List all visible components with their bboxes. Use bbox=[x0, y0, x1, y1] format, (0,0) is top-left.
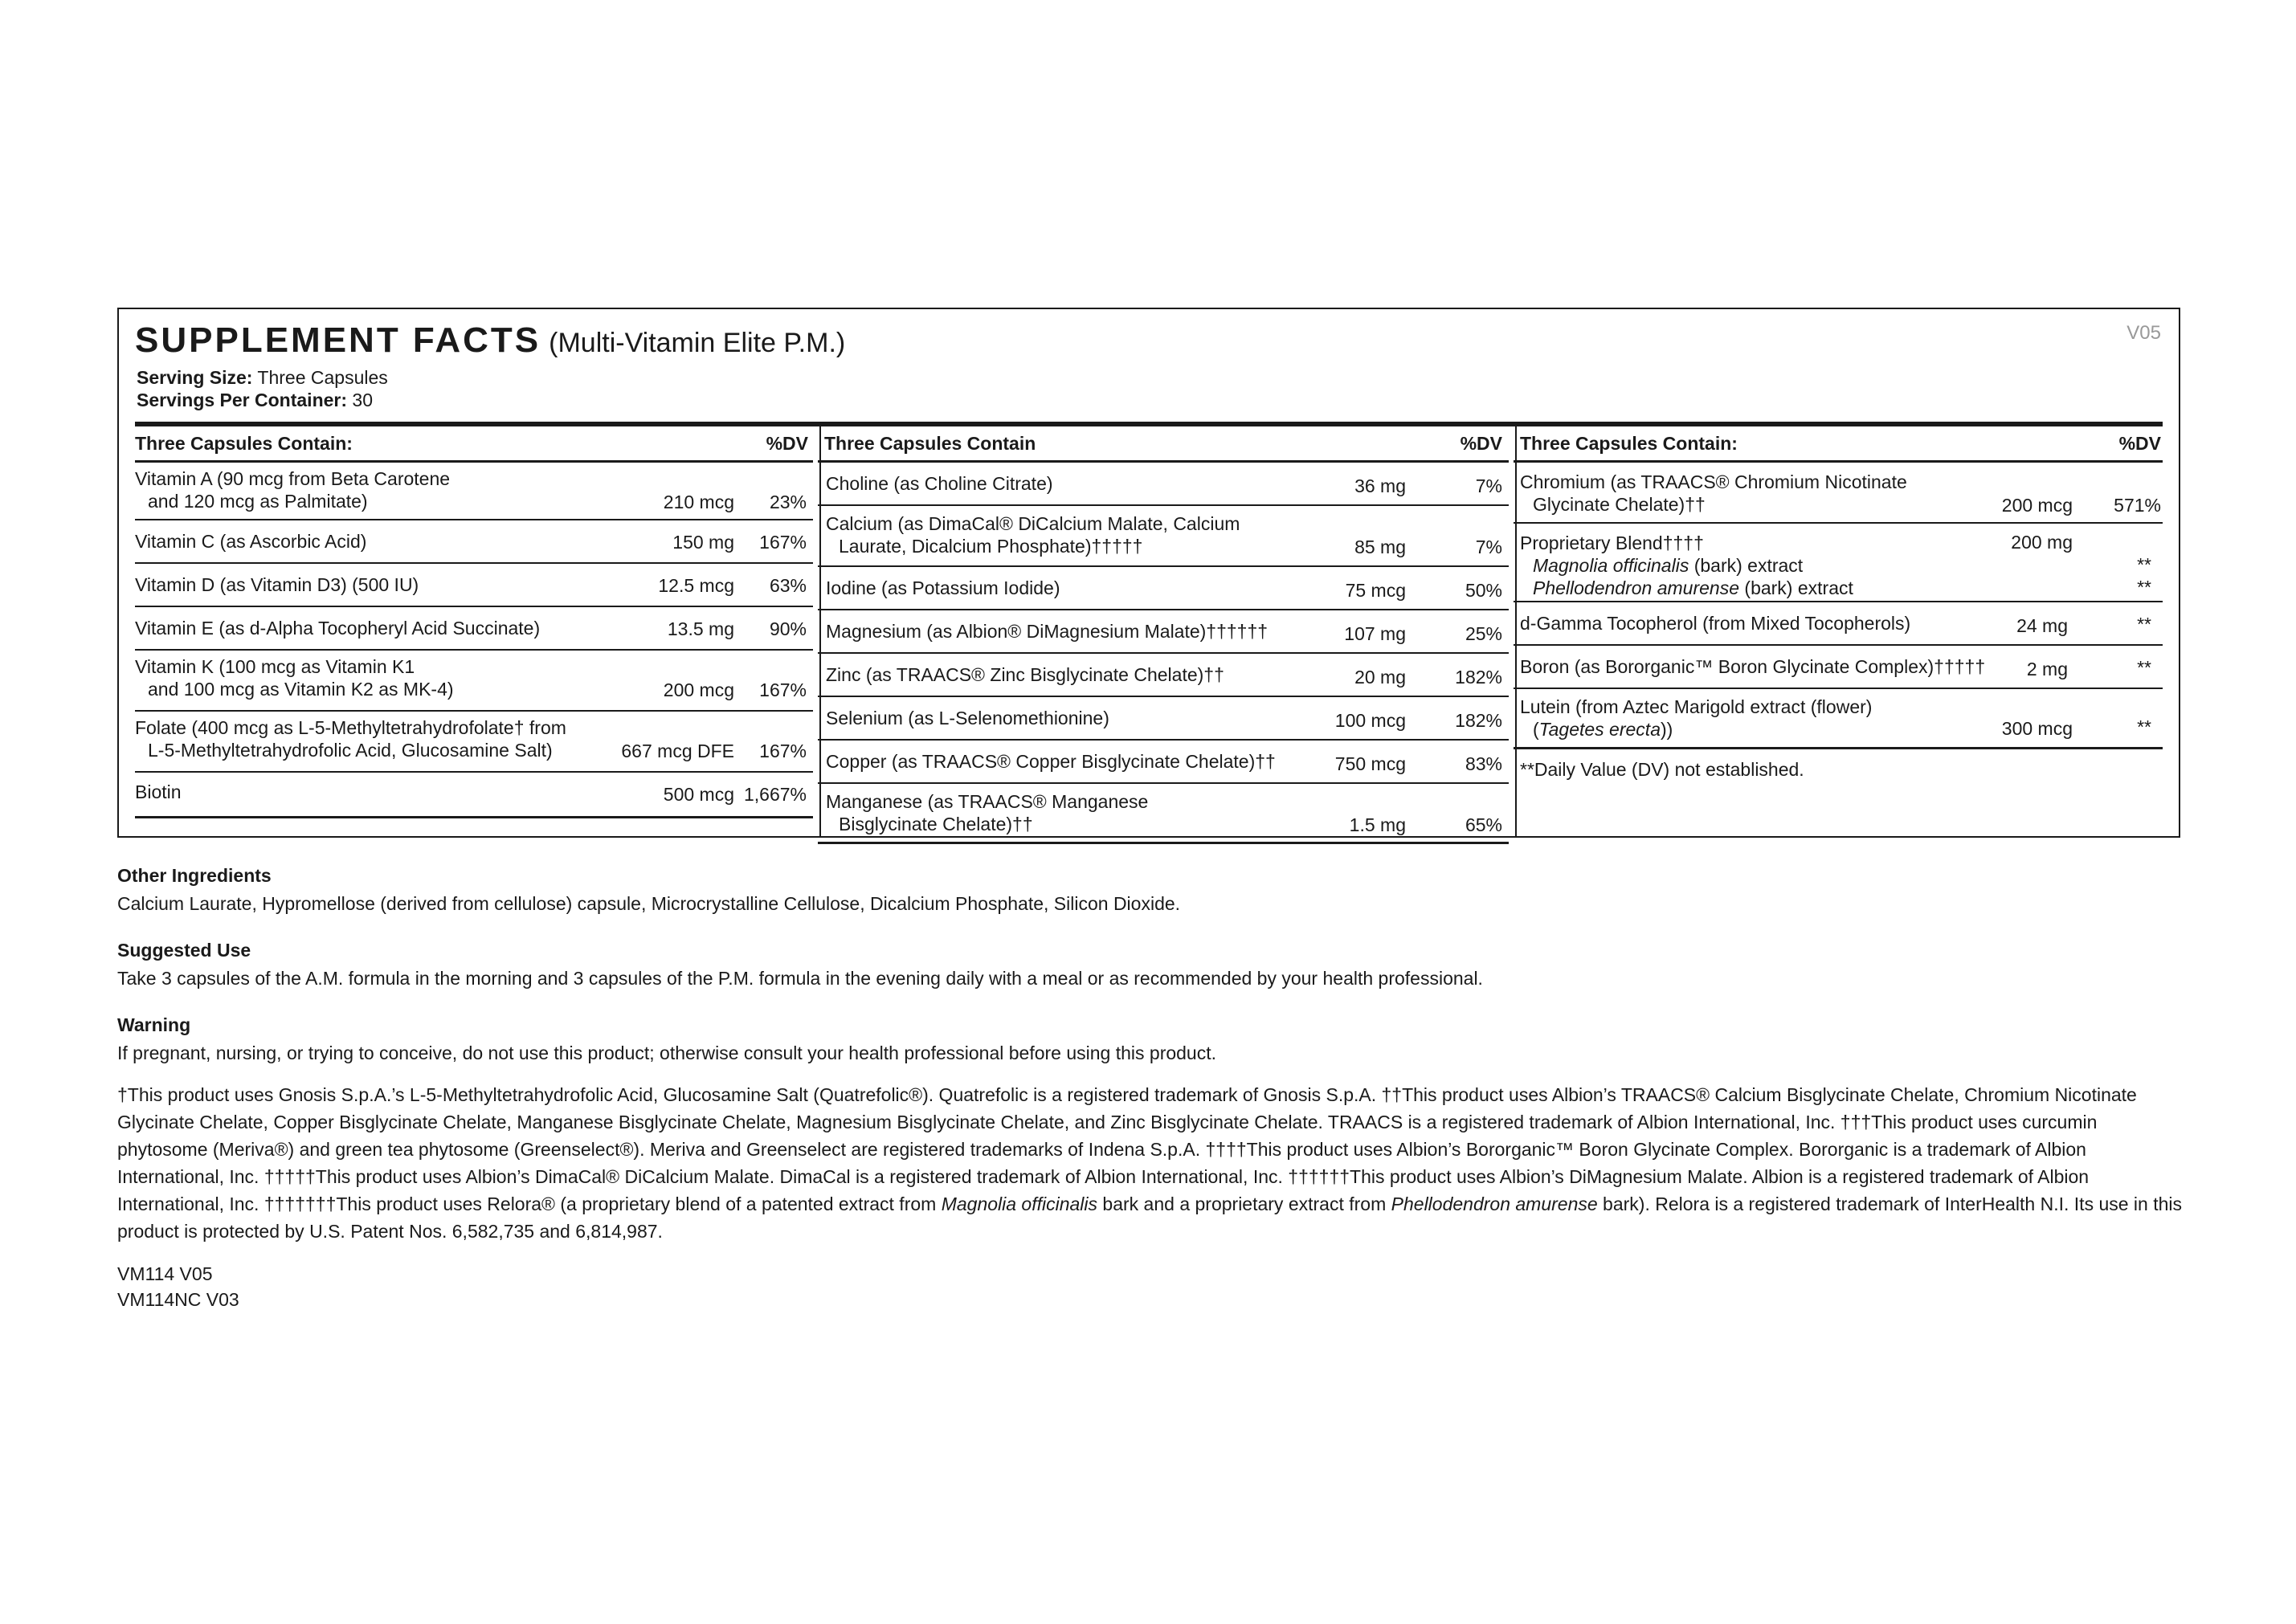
nutrient-row-proprietary-blend: Proprietary Blend†††† Magnolia officinalis (bark) extract Phellodendron amurense (bark) extract 200 mg ** ** bbox=[1514, 524, 2163, 602]
nutrient-row-selenium: Selenium (as L-Selenomethionine) 100 mcg 182% bbox=[818, 697, 1509, 741]
column-header: Three Capsules Contain: %DV bbox=[1514, 426, 2163, 463]
panel-title: SUPPLEMENT FACTS bbox=[135, 320, 541, 360]
nutrient-column-1 bbox=[135, 426, 813, 836]
nutrient-row-vitamin-c: Vitamin C (as Ascorbic Acid) 150 mg 167% bbox=[135, 520, 813, 564]
nutrient-row-manganese: Manganese (as TRAACS® Manganese Bisglycinate Chelate)†† 1.5 mg 65% bbox=[818, 784, 1509, 844]
nutrient-row-iodine: Iodine (as Potassium Iodide) 75 mcg 50% bbox=[818, 567, 1509, 610]
section-heading: Other Ingredients bbox=[117, 865, 272, 886]
section-text: Take 3 capsules of the A.M. formula in the morning and 3 capsules of the P.M. formula in the evening daily with a meal or as recommended by your health professional. bbox=[117, 968, 1483, 989]
section-text: If pregnant, nursing, or trying to conceive, do not use this product; otherwise consult your health professional before using this product. bbox=[117, 1043, 1217, 1063]
nutrient-row-folate: Folate (400 mcg as L-5-Methyltetrahydrofolate† from L-5-Methyltetrahydrofolic Acid, Glucosamine Salt) 667 mcg DFE 167% bbox=[135, 712, 813, 773]
dv-note: **Daily Value (DV) not established. bbox=[1520, 759, 1804, 780]
suggested-use bbox=[117, 940, 2180, 989]
nutrient-row-vitamin-e: Vitamin E (as d-Alpha Tocopheryl Acid Succinate) 13.5 mg 90% bbox=[135, 607, 813, 651]
supplement-facts-panel bbox=[117, 308, 2180, 838]
product-codes bbox=[117, 1261, 239, 1312]
nutrient-row-boron: Boron (as Bororganic™ Boron Glycinate Complex)††††† 2 mg ** bbox=[1514, 646, 2163, 689]
nutrient-row-calcium: Calcium (as DimaCal® DiCalcium Malate, Calcium Laurate, Dicalcium Phosphate)††††† 85 mg 7% bbox=[818, 506, 1509, 567]
product-code: VM114NC V03 bbox=[117, 1289, 239, 1310]
serving-size: Serving Size: Three Capsules bbox=[137, 367, 388, 388]
nutrient-row-vitamin-d: Vitamin D (as Vitamin D3) (500 IU) 12.5 mcg 63% bbox=[135, 564, 813, 607]
section-heading: Warning bbox=[117, 1014, 191, 1035]
nutrient-row-vitamin-k: Vitamin K (100 mcg as Vitamin K1 and 100 mcg as Vitamin K2 as MK-4) 200 mcg 167% bbox=[135, 651, 813, 712]
section-text: Calcium Laurate, Hypromellose (derived from cellulose) capsule, Microcrystalline Cellulose, Dicalcium Phosphate, Silicon Dioxide. bbox=[117, 893, 1181, 914]
product-code: VM114 V05 bbox=[117, 1263, 213, 1284]
trademark-footnote: †This product uses Gnosis S.p.A.’s L-5-Methyltetrahydrofolic Acid, Glucosamine Salt (Quatrefolic®). Quatrefolic is a registered trademark of Gnosis S.p.A. ††This product uses Albion’s TRAACS® Calcium Bisglycinate Chelate, Chromium Nicotinate Glycinate Chelate, Copper Bisglycinate Chelate, Manganese Bisglycinate Chelate, Magnesium Bisglycinate Chelate, and Zinc Bisglycinate Chelate. TRAACS is a registered trademark of Albion International, Inc. †††This product uses curcumin phytosome (Meriva®) and green tea phytosome (Greenselect®). Meriva and Greenselect are registered trademarks of Indena S.p.A. ††††This product uses Albion’s Bororganic™ Boron Glycinate Complex. Bororganic is a trademark of Albion International, Inc. †††††This product uses Albion’s DimaCal® DiCalcium Malate. DimaCal is a registered trademark of Albion International, Inc. ††††††This product uses Albion’s DiMagnesium Malate. Albion is a registered trademark of Albion International, Inc. †††††††This product uses Relora® (a proprietary blend of a patented extract from Magnolia officinalis bark and a proprietary extract from Phellodendron amurense bark). Relora is a registered trademark of InterHealth N.I. Its use in this product is protected by U.S. Patent Nos. 6,582,735 and 6,814,987. bbox=[117, 1084, 2183, 1242]
section-heading: Suggested Use bbox=[117, 940, 251, 961]
nutrient-row-vitamin-a: Vitamin A (90 mcg from Beta Carotene and 120 mcg as Palmitate) 210 mcg 23% bbox=[135, 463, 813, 520]
nutrient-row-magnesium: Magnesium (as Albion® DiMagnesium Malate)†††††† 107 mg 25% bbox=[818, 610, 1509, 654]
warning bbox=[117, 1014, 2180, 1064]
nutrient-column-2 bbox=[818, 426, 1509, 836]
nutrient-column-3 bbox=[1514, 426, 2163, 836]
version-label: V05 bbox=[2126, 322, 2161, 344]
other-ingredients bbox=[117, 865, 2180, 915]
nutrient-row-biotin: Biotin 500 mcg 1,667% bbox=[135, 773, 813, 818]
servings-per-container: Servings Per Container: 30 bbox=[137, 390, 374, 410]
nutrient-row-lutein: Lutein (from Aztec Marigold extract (flower) (Tagetes erecta)) 300 mcg ** bbox=[1514, 689, 2163, 749]
nutrient-row-chromium: Chromium (as TRAACS® Chromium Nicotinate Glycinate Chelate)†† 200 mcg 571% bbox=[1514, 463, 2163, 524]
nutrient-row-choline: Choline (as Choline Citrate) 36 mg 7% bbox=[818, 463, 1509, 506]
nutrient-row-zinc: Zinc (as TRAACS® Zinc Bisglycinate Chelate)†† 20 mg 182% bbox=[818, 654, 1509, 697]
nutrient-row-gamma-tocopherol: d-Gamma Tocopherol (from Mixed Tocopherols) 24 mg ** bbox=[1514, 602, 2163, 646]
column-header: Three Capsules Contain %DV bbox=[818, 426, 1509, 463]
panel-heading bbox=[135, 320, 845, 361]
nutrient-row-copper: Copper (as TRAACS® Copper Bisglycinate Chelate)†† 750 mcg 83% bbox=[818, 741, 1509, 784]
panel-subtitle: (Multi-Vitamin Elite P.M.) bbox=[549, 328, 846, 358]
column-header: Three Capsules Contain: %DV bbox=[135, 426, 813, 463]
